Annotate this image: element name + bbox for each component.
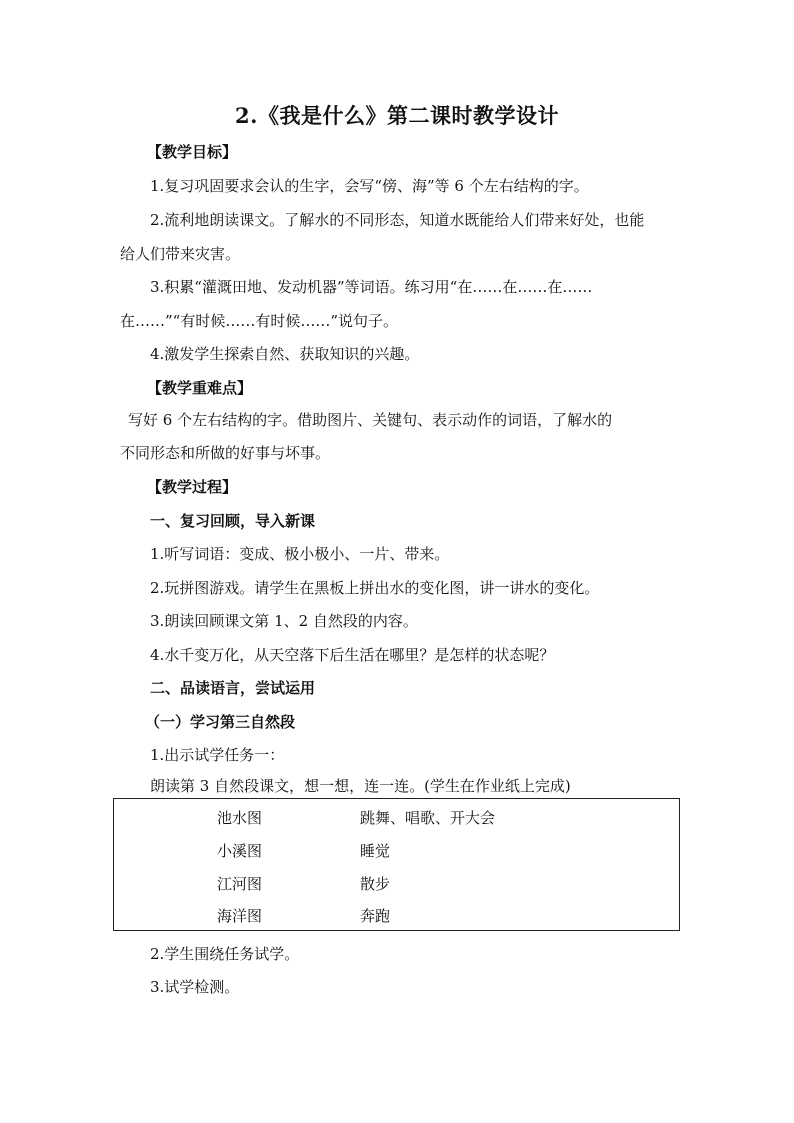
document-title: 2.《我是什么》第二课时教学设计: [235, 103, 559, 128]
goal-item-2-continued: 给人们带来灾害。: [120, 245, 241, 263]
task-instruction: 朗读第 3 自然段课文，想一想，连一连。(学生在作业纸上完成): [150, 777, 571, 795]
matching-left-item: 池水图: [217, 809, 263, 827]
matching-left-item: 江河图: [217, 875, 263, 893]
goal-item-2: 2.流利地朗读课文。了解水的不同形态，知道水既能给人们带来好处，也能: [150, 211, 645, 229]
matching-row: [114, 840, 681, 862]
matching-right-item: 散步: [360, 875, 391, 893]
matching-right-item: 睡觉: [360, 842, 391, 860]
process-part2-sub1-heading: （一）学习第三自然段: [145, 713, 296, 731]
goal-item-1: 1.复习巩固要求会认的生字，会写“傍、海”等 6 个左右结构的字。: [150, 177, 589, 195]
matching-row: [114, 807, 681, 829]
matching-right-item: 奔跑: [360, 907, 391, 925]
after-task-item-1: 2.学生围绕任务试学。: [150, 945, 300, 963]
matching-row: [114, 873, 681, 895]
matching-right-item: 跳舞、唱歌、开大会: [360, 809, 496, 827]
process-part1-item-1: 1.听写词语：变成、极小极小、一片、带来。: [150, 545, 450, 563]
goal-item-4: 4.激发学生探索自然、获取知识的兴趣。: [150, 345, 420, 363]
process-part1-heading: 一、复习回顾，导入新课: [150, 512, 316, 530]
process-part1-item-2: 2.玩拼图游戏。请学生在黑板上拼出水的变化图，讲一讲水的变化。: [150, 579, 600, 597]
process-part1-item-3: 3.朗读回顾课文第 1、2 自然段的内容。: [150, 612, 418, 630]
goal-item-3-continued: 在……”“有时候……有时候……”说句子。: [120, 312, 399, 330]
key-points-line-1: 写好 6 个左右结构的字。借助图片、关键句、表示动作的词语，了解水的: [128, 411, 613, 429]
process-part1-item-4: 4.水千变万化，从天空落下后生活在哪里？是怎样的状态呢？: [150, 646, 555, 664]
section-heading-goals: 【教学目标】: [147, 143, 238, 161]
process-part2-heading: 二、品读语言，尝试运用: [150, 679, 316, 697]
matching-left-item: 海洋图: [217, 907, 263, 925]
task-intro: 1.出示试学任务一：: [150, 746, 285, 764]
section-heading-process: 【教学过程】: [147, 478, 238, 496]
section-heading-key-points: 【教学重难点】: [147, 379, 253, 397]
goal-item-3: 3.积累“灌溉田地、发动机器”等词语。练习用“在……在……在……: [150, 278, 593, 296]
after-task-item-2: 3.试学检测。: [150, 978, 240, 996]
matching-left-item: 小溪图: [217, 842, 263, 860]
key-points-line-2: 不同形态和所做的好事与坏事。: [120, 444, 331, 462]
matching-task-box: [113, 798, 680, 931]
matching-row: [114, 905, 681, 927]
